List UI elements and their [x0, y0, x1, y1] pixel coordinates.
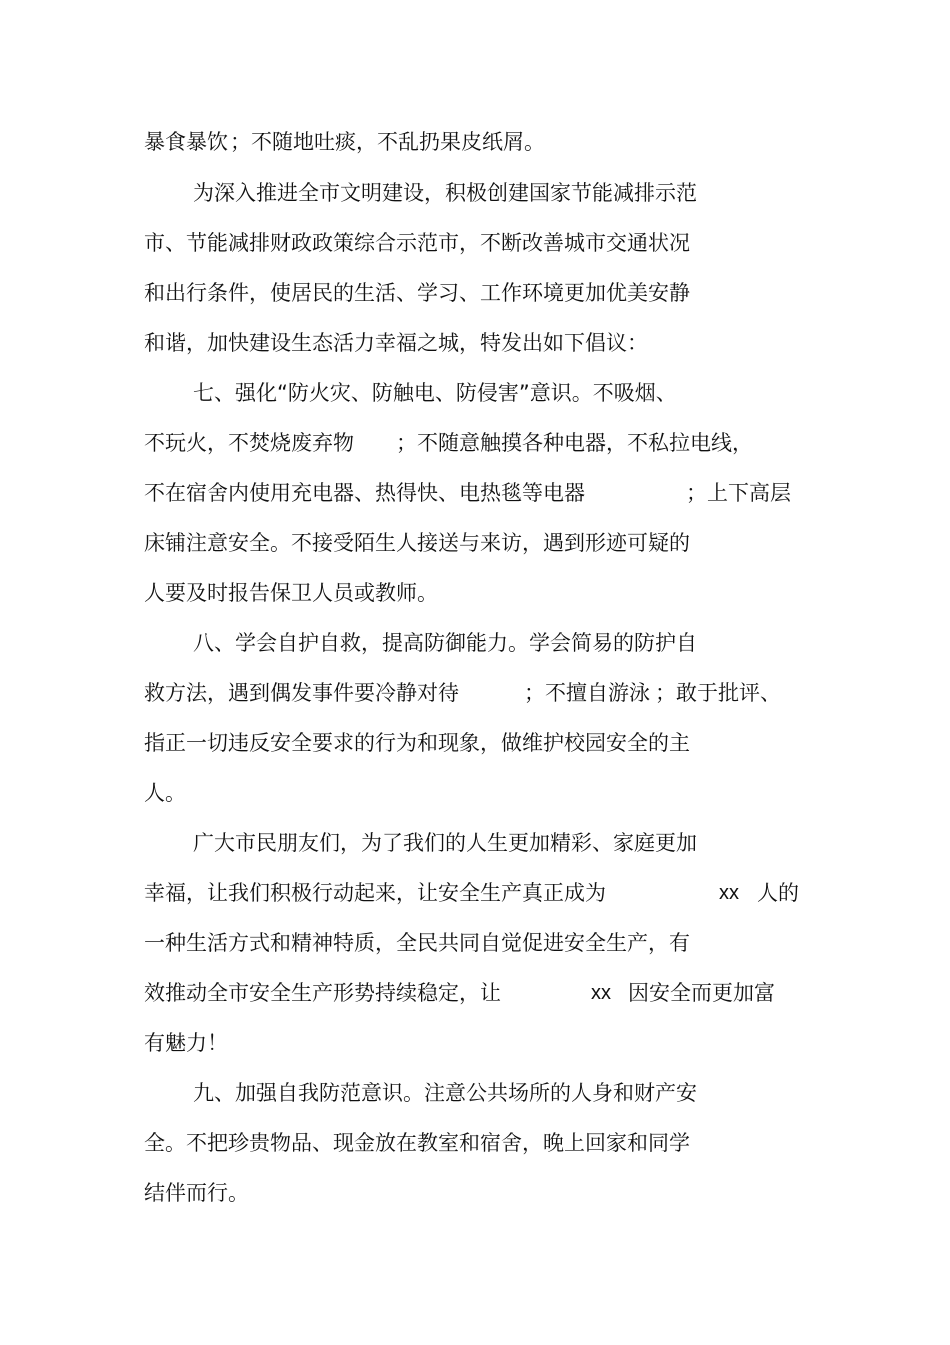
text-line [0, 326, 648, 360]
text-run: ；敢于批评、 [655, 681, 781, 705]
text-run: 市、节能减排财政政策综合示范市，不断改善城市交通状况 [144, 231, 690, 255]
text-run: 结伴而行。 [144, 1181, 249, 1205]
text-run: 床铺注意安全。不接受陌生人接送与来访，遇到形迹可疑的 [144, 531, 690, 555]
text-run: ；不擅自游泳 [524, 681, 650, 705]
placeholder-text: xx [591, 982, 611, 1004]
text-run: 为深入推进全市文明建设，积极创建国家节能减排示范 [193, 181, 697, 205]
text-line [0, 476, 791, 510]
text-line [0, 726, 690, 760]
text-line [0, 426, 753, 460]
text-line [0, 926, 690, 960]
text-run: 不玩火，不焚烧废弃物 [144, 431, 354, 455]
text-run: 人。 [144, 781, 186, 805]
text-run: 一种生活方式和精神特质，全民共同自觉促进安全生产，有 [144, 931, 690, 955]
text-run: 广大市民朋友们，为了我们的人生更加精彩、家庭更加 [193, 831, 697, 855]
text-line [0, 1126, 690, 1160]
text-run: 因安全而更加富 [628, 981, 775, 1005]
text-run: 和谐，加快建设生态活力幸福之城，特发出如下倡议： [144, 331, 648, 355]
paragraph-first-line [0, 626, 697, 660]
text-run: 有魅力！ [144, 1031, 228, 1055]
text-line [0, 1026, 228, 1060]
text-run: ；上下高层 [686, 481, 791, 505]
text-line [0, 976, 775, 1010]
text-run: 全。不把珍贵物品、现金放在教室和宿舍，晚上回家和同学 [144, 1131, 690, 1155]
paragraph-first-line [0, 176, 697, 210]
text-run: 人要及时报告保卫人员或教师。 [144, 581, 438, 605]
text-line [0, 125, 545, 159]
text-line [0, 776, 186, 810]
text-line [0, 276, 690, 310]
text-line [0, 876, 799, 910]
text-run: 幸福，让我们积极行动起来，让安全生产真正成为 [144, 881, 606, 905]
paragraph-first-line [0, 376, 677, 410]
text-run: 指正一切违反安全要求的行为和现象，做维护校园安全的主 [144, 731, 690, 755]
text-run: 七、强化“防火灾、防触电、防侵害”意识。不吸烟、 [193, 381, 677, 405]
text-run: 救方法，遇到偶发事件要冷静对待 [144, 681, 459, 705]
paragraph-first-line [0, 1076, 697, 1110]
text-line [0, 526, 690, 560]
paragraph-first-line [0, 826, 697, 860]
text-line [0, 676, 781, 710]
text-run: ；不随地吐痰，不乱扔果皮纸屑。 [230, 130, 545, 154]
text-run: ；不随意触摸各种电器，不私拉电线， [396, 431, 753, 455]
text-run: 九、加强自我防范意识。注意公共场所的人身和财产安 [193, 1081, 697, 1105]
placeholder-text: xx [719, 882, 739, 904]
text-run: 和出行条件，使居民的生活、学习、工作环境更加优美安静 [144, 281, 690, 305]
text-run: 八、学会自护自救，提高防御能力。学会简易的防护自 [193, 631, 697, 655]
text-line [0, 576, 438, 610]
text-run: 效推动全市安全生产形势持续稳定，让 [144, 981, 501, 1005]
text-run: 不在宿舍内使用充电器、热得快、电热毯等电器 [144, 481, 585, 505]
text-line [0, 226, 690, 260]
text-run: 人的 [757, 881, 799, 905]
text-run: 暴食暴饮 [144, 130, 228, 154]
text-line [0, 1176, 249, 1210]
